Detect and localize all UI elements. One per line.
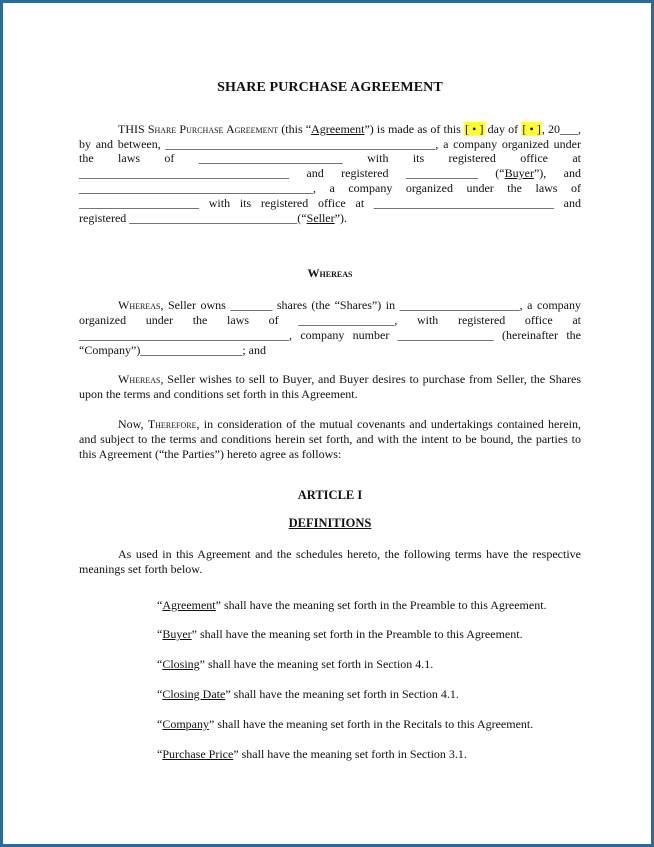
defined-term-seller: Seller (306, 210, 335, 225)
whereas-smallcaps: Whereas (118, 298, 161, 313)
defined-term-agreement: Agreement (311, 121, 365, 136)
preamble-text: ”). (334, 210, 347, 225)
whereas-text: , Seller owns _______ shares (the “Shares”) in ____________________, a company organized under the laws of ________________, with registered office at ___________________________________, company number ________________ (hereinafter the “Company”)_________________; and (79, 298, 581, 357)
preamble-text: (this “ (278, 121, 312, 136)
definition-term: Closing Date (162, 686, 226, 701)
definitions-list (79, 598, 581, 762)
document-page (79, 81, 581, 776)
agreement-name-smallcaps: Share Purchase Agreement (147, 121, 279, 136)
definition-item: “Company” shall have the meaning set forth in the Recitals to this Agreement. (157, 716, 534, 731)
preamble-text: day of (484, 121, 522, 136)
preamble-text: , 20___, by and between, _____________________________________________, a company organized under the laws of ________________________ with its registered office at ___________________________________ and registered ____________ (“ (79, 121, 581, 181)
preamble-text: THIS (118, 121, 148, 136)
article-heading: ARTICLE I (297, 488, 363, 503)
definition-meaning: ” shall have the meaning set forth in Section 4.1. (199, 657, 434, 672)
definition-item: “Purchase Price” shall have the meaning set forth in Section 3.1. (157, 746, 467, 761)
whereas-heading: Whereas (307, 266, 353, 281)
definition-item: “Closing” shall have the meaning set forth in Section 4.1. (157, 657, 434, 672)
preamble-text: ”), and _______________________________________, a company organized under the laws of ____________________ with its registered office at ______________________________ and registered ____________________________(“ (79, 166, 581, 225)
definition-meaning: ” shall have the meaning set forth in the Preamble to this Agreement. (191, 627, 523, 642)
whereas-text: , Seller wishes to sell to Buyer, and Buyer desires to purchase from Seller, the Shares upon the terms and conditions set forth in this Agreement. (79, 372, 581, 402)
preamble-paragraph (79, 122, 581, 226)
definition-item: “Closing Date” shall have the meaning set forth in Section 4.1. (157, 686, 459, 701)
document-title: SHARE PURCHASE AGREEMENT (217, 80, 443, 95)
defined-term-buyer: Buyer (504, 166, 534, 181)
whereas-paragraph-2 (79, 372, 581, 402)
whereas-text: Now, (118, 416, 148, 431)
therefore-smallcaps: Therefore (147, 416, 197, 431)
definition-term: Buyer (162, 627, 192, 642)
definitions-intro: As used in this Agreement and the schedules hereto, the following terms have the respective meanings set forth below. (79, 546, 581, 576)
highlight-placeholder-day: [ • ] (465, 121, 484, 136)
definition-term: Closing (162, 657, 200, 672)
definition-term: Company (162, 716, 209, 731)
definition-term: Purchase Price (162, 746, 234, 761)
highlight-placeholder-month: [ • ] (522, 121, 541, 136)
definition-meaning: ” shall have the meaning set forth in the Preamble to this Agreement. (215, 597, 547, 612)
definitions-heading: DEFINITIONS (288, 516, 372, 531)
whereas-paragraph-1 (79, 298, 581, 357)
definition-meaning: ” shall have the meaning set forth in the Recitals to this Agreement. (209, 716, 534, 731)
definition-term: Agreement (162, 597, 216, 612)
whereas-smallcaps: Whereas (118, 372, 161, 387)
whereas-text: , in consideration of the mutual covenants and undertakings contained herein, and subject to the terms and conditions herein set forth, and with the intent to be bound, the parties to this Agreement (“the Parties”) hereto agree as follows: (79, 416, 582, 461)
definition-item: “Buyer” shall have the meaning set forth in the Preamble to this Agreement. (157, 627, 523, 642)
definition-meaning: ” shall have the meaning set forth in Section 4.1. (225, 686, 459, 701)
now-therefore-paragraph (79, 417, 581, 461)
definition-item: “Agreement” shall have the meaning set forth in the Preamble to this Agreement. (157, 597, 547, 612)
definition-meaning: ” shall have the meaning set forth in Section 3.1. (233, 746, 467, 761)
preamble-text: ”) is made as of this (364, 121, 465, 136)
